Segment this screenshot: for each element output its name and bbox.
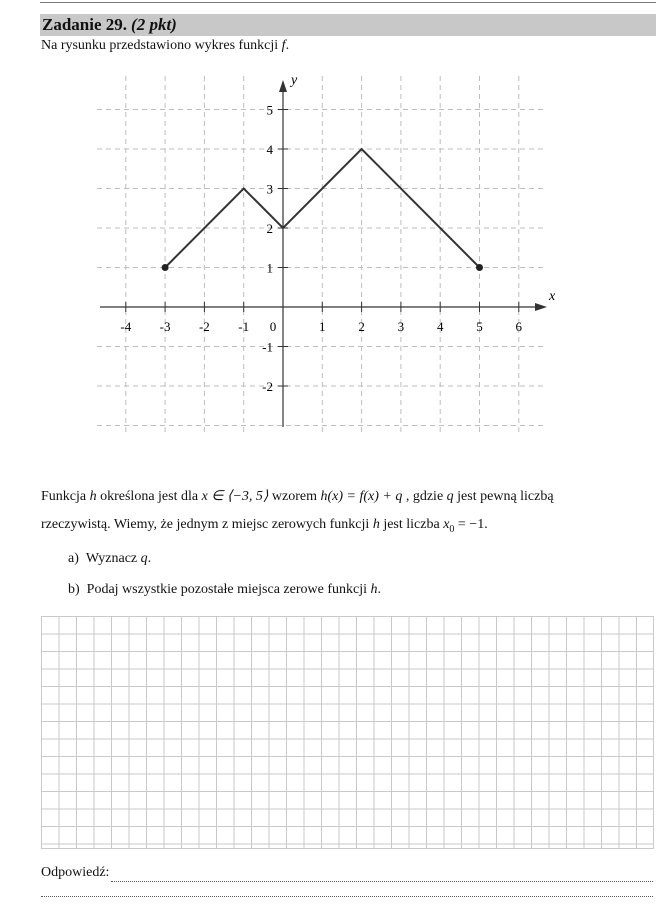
task-b [68,581,381,599]
p1-text-a: Funkcja [41,489,90,504]
y-tick-label: -2 [262,379,273,394]
x-tick-label: -3 [159,319,171,334]
p2-var-h: h [372,517,380,532]
graph-axes [100,73,556,427]
answer-grid-area[interactable] [41,616,654,850]
y-tick-label: 4 [266,142,273,157]
y-axis-label: y [291,73,298,88]
y-tick-label: 3 [266,181,273,197]
function-name: f [281,38,286,53]
p1-var-h: h [89,489,97,504]
p1-text-e: jest pewną liczbą [453,489,554,504]
task-a-end: . [147,551,152,566]
problem-line-1 [41,487,554,507]
x-tick-label: -1 [238,319,250,334]
graph-grid [97,72,543,432]
task-b-end: . [377,582,381,597]
task-header [40,14,656,36]
answer-label: Odpowiedź: [41,865,110,880]
task-a-label: a) [68,551,79,566]
p2-var-x: x [443,517,450,532]
endpoint-dot [162,264,169,271]
task-a-text: Wyznacz [85,551,141,566]
graph-ticks [120,103,522,395]
x-tick-label: 6 [515,319,523,334]
task-a-var: q [140,551,148,566]
answer-dotted-line-2[interactable] [41,896,653,897]
x-tick-label: -2 [198,319,210,334]
x-tick-label: -4 [120,319,132,334]
p2-text-c: = −1. [454,517,488,532]
x-axis-arrow [535,303,547,311]
problem-line-2 [41,515,488,540]
function-graph [95,72,565,437]
p1-var-q: q [446,489,454,504]
x-tick-label: 5 [476,319,483,334]
square-grid [41,616,654,849]
p2-subscript: 0 [449,523,455,535]
x-tick-label: 0 [269,319,277,334]
y-tick-label: -1 [262,339,273,355]
intro-text [41,37,289,55]
p2-text-a: rzeczywistą. Wiemy, że jednym z miejsc zerowych funkcji [41,517,373,532]
intro-end: . [285,38,290,53]
p2-text-b: jest liczba [379,517,444,532]
endpoint-dot [476,264,483,271]
x-tick-label: 4 [436,319,444,334]
task-b-label: b) [68,582,80,597]
p1-text-b: określona jest dla [96,489,202,504]
task-b-var: h [370,582,378,597]
y-tick-label: 2 [266,221,273,236]
task-points: (2 pkt) [131,15,177,34]
x-tick-label: 3 [397,319,405,334]
top-rule [40,2,656,3]
x-tick-label: 2 [358,319,365,334]
task-a [68,550,151,568]
y-tick-label: 5 [266,102,273,118]
p1-text-d: , gdzie [402,489,447,504]
y-tick-label: 1 [266,260,273,276]
answer-line[interactable] [41,864,653,882]
x-tick-label: 1 [319,319,326,334]
p1-domain: x ∈ ⟨−3, 5⟩ [201,489,269,504]
p1-text-c: wzorem [268,489,321,504]
x-axis-label: x [549,289,556,304]
task-b-text: Podaj wszystkie pozostałe miejsca zerowe funkcji [86,582,371,597]
y-axis-arrow [279,80,287,92]
p1-formula: h(x) = f(x) + q [320,489,403,504]
answer-dotted-line[interactable] [111,868,653,882]
intro-sentence: Na rysunku przedstawiono wykres funkcji [41,38,282,53]
task-title: Zadanie 29. [42,15,128,34]
